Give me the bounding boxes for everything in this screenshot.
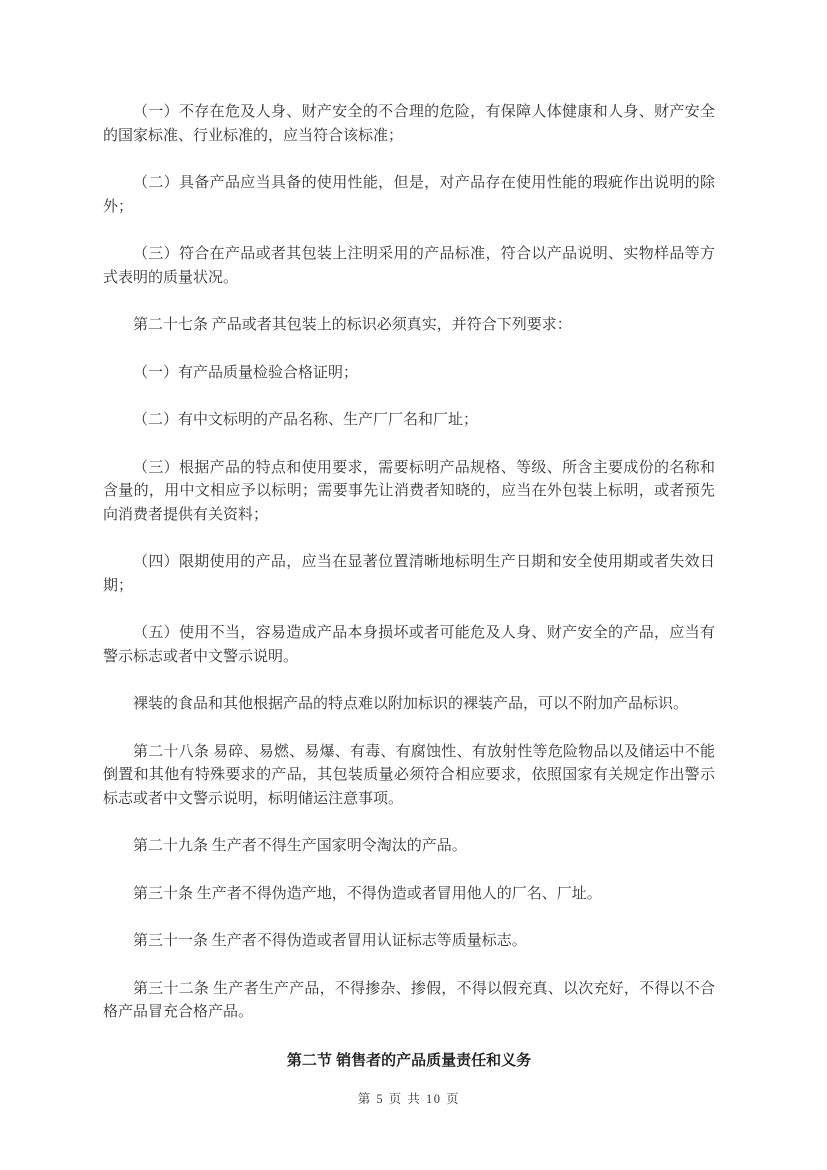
paragraph-item-27-2: （二）有中文标明的产品名称、生产厂厂名和厂址；	[133, 412, 479, 428]
paragraph-article-30: 第三十条 生产者不得伪造产地，不得伪造或者冒用他人的厂名、厂址。	[133, 885, 602, 902]
page-number-footer: 第 5 页 共 10 页	[357, 1091, 461, 1106]
paragraph-article-32: 第三十二条 生产者生产产品，不得掺杂、掺假，不得以假充真、以次充好，不得以不合格产品冒充合格产品。	[103, 980, 715, 1020]
paragraph-article-29: 第二十九条 生产者不得生产国家明令淘汰的产品。	[133, 838, 467, 854]
paragraph-item-2: （二）具备产品应当具备的使用性能，但是，对产品存在使用性能的瑕疵作出说明的除外；	[103, 175, 715, 215]
paragraph-item-27-1: （一）有产品质量检验合格证明；	[133, 364, 359, 381]
paragraph-item-27-5: （五）使用不当，容易造成产品本身损坏或者可能危及人身、财产安全的产品，应当有警示标志或者中文警示说明。	[103, 625, 715, 665]
paragraph-article-28: 第二十八条 易碎、易燃、易爆、有毒、有腐蚀性、有放射性等危险物品以及储运中不能倒置和其他有特殊要求的产品，其包装质量必须符合相应要求，依照国家有关规定作出警示标志或者中文警示说明，标明储运注意事项。	[103, 743, 715, 807]
paragraph-item-27-3: （三）根据产品的特点和使用要求，需要标明产品规格、等级、所含主要成份的名称和含量的，用中文相应予以标明；需要事先让消费者知晓的，应当在外包装上标明，或者预先向消费者提供有关资料；	[103, 459, 715, 523]
paragraph-article-27: 第二十七条 产品或者其包装上的标识必须真实，并符合下列要求：	[133, 317, 572, 333]
paragraph-item-3: （三）符合在产品或者其包装上注明采用的产品标准，符合以产品说明、实物样品等方式表明的质量状况。	[103, 246, 715, 286]
paragraph-item-1: （一）不存在危及人身、财产安全的不合理的危险，有保障人体健康和人身、财产安全的国家标准、行业标准的，应当符合该标准；	[103, 104, 715, 144]
paragraph-item-27-4: （四）限期使用的产品，应当在显著位置清晰地标明生产日期和安全使用期或者失效日期；	[103, 554, 715, 594]
paragraph-article-31: 第三十一条 生产者不得伪造或者冒用认证标志等质量标志。	[133, 933, 527, 949]
section-heading: 第二节 销售者的产品质量责任和义务	[286, 1051, 532, 1069]
paragraph-bare-products: 裸装的食品和其他根据产品的特点难以附加标识的裸装产品，可以不附加产品标识。	[133, 696, 689, 712]
